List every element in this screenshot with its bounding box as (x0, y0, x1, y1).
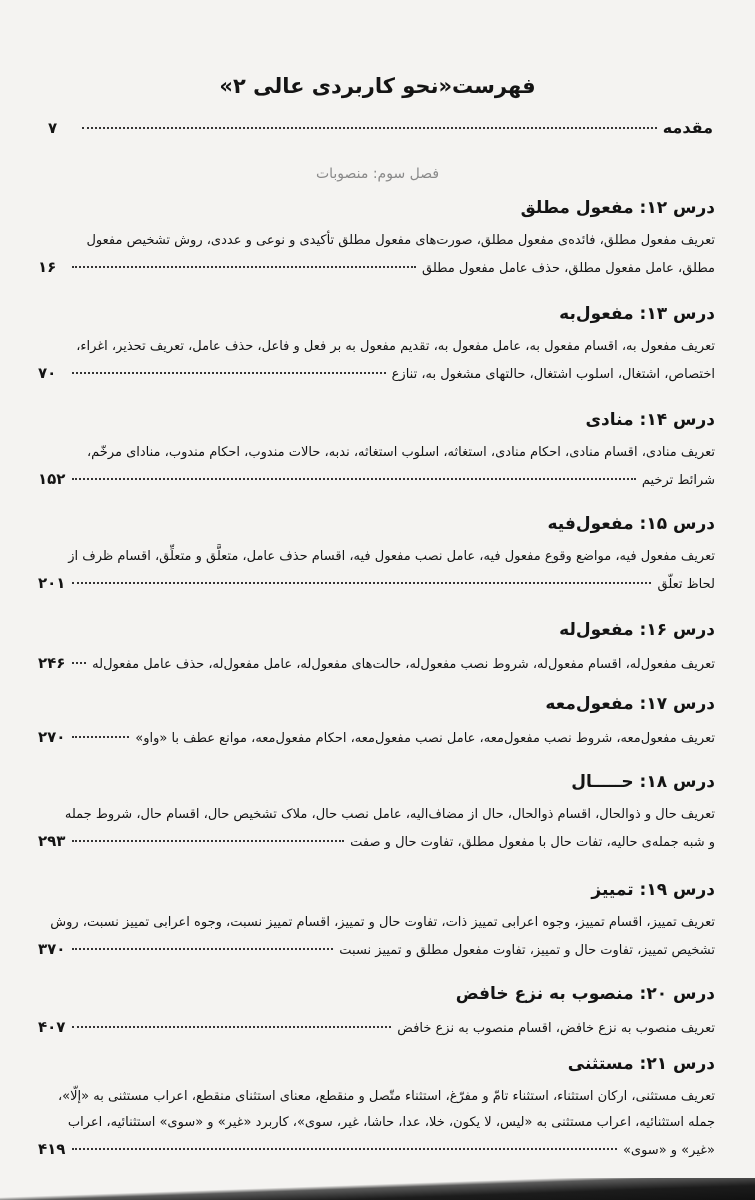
lesson-heading: درس ۱۳: مفعول‌به (559, 304, 715, 324)
topic-line: «غیر» و «سوی» (622, 1143, 715, 1158)
lesson-entry (38, 692, 715, 752)
leader-dots (72, 1026, 391, 1028)
topic-last-line (38, 570, 715, 598)
lesson-heading: درس ۲۰: منصوب به نزع خافض (455, 984, 715, 1004)
lesson-heading: درس ۱۷: مفعول‌معه (545, 694, 715, 714)
page-title: فهرست«نحو کاربردی عالی ۲» (219, 74, 536, 98)
lesson-entry (38, 408, 715, 494)
page-number: ۲۴۶ (38, 654, 66, 672)
page-number: ۱۶ (38, 258, 57, 276)
lesson-entry (38, 770, 715, 856)
topic-line: تعریف حال و ذوالحال، اقسام ذوالحال، حال از مضاف‌الیه، عامل نصب حال، ملاک تشخیص حال، اقسام حال، شروط جمله (64, 807, 715, 822)
topic-line: تعریف منادی، اقسام منادی، احکام منادی، استغاثه، اسلوب استغاثه، ندبه، حالات مندوب، احکام مندوب، منادای مرخّم، (86, 445, 715, 460)
lesson-heading: درس ۱۸: حـــــال (571, 772, 715, 792)
page-number: ۱۵۲ (38, 470, 66, 488)
lesson-topics (38, 334, 715, 388)
topic-line: تعریف مفعول به، اقسام مفعول به، عامل مفعول به، تقدیم مفعول به بر فعل و فاعل، حذف عامل، تعریف تحذیر، اغراء، (76, 339, 715, 354)
leader-dots (82, 127, 657, 129)
topic-line: تعریف مفعول‌معه، شروط نصب مفعول‌معه، عامل نصب مفعول‌معه، احکام مفعول‌معه، موانع عطف با «واو» (135, 731, 715, 746)
topic-last-line (38, 724, 715, 752)
lesson-topics (38, 440, 715, 494)
lesson-topics (38, 1084, 715, 1164)
lesson-heading: درس ۱۹: تمییز (591, 880, 715, 900)
lesson-topics (38, 228, 715, 282)
leader-dots (72, 840, 344, 842)
topic-line: تعریف مفعول‌له، اقسام مفعول‌له، شروط نصب مفعول‌له، حالت‌های مفعول‌له، عامل مفعول‌له، حذف عامل مفعول‌له (92, 657, 715, 672)
page-number: ۲۹۳ (38, 832, 66, 850)
topic-last-line (38, 1014, 715, 1042)
leader-dots (72, 736, 129, 738)
intro-label: مقدمه (662, 118, 713, 137)
lesson-entry (38, 196, 715, 282)
lesson-heading: درس ۱۲: مفعول مطلق (520, 198, 715, 218)
lesson-entry (38, 1052, 715, 1164)
page-edge-shadow (0, 1178, 755, 1200)
page-number: ۴۱۹ (38, 1140, 66, 1158)
topic-last-line (38, 360, 715, 388)
leader-dots (72, 662, 86, 664)
topic-last-line (38, 936, 715, 964)
lesson-heading: درس ۱۴: منادی (585, 410, 715, 430)
topic-last-line (38, 466, 715, 494)
topic-last-line (38, 828, 715, 856)
lesson-topics (38, 1014, 715, 1042)
page-number: ۲۷۰ (38, 728, 66, 746)
lesson-topics (38, 544, 715, 598)
lesson-entry (38, 512, 715, 598)
topic-line: تعریف منصوب به نزع خافض، اقسام منصوب به نزع خافض (397, 1021, 715, 1036)
page-number: ۷۰ (38, 364, 57, 382)
topic-last-line (38, 650, 715, 678)
lesson-topics (38, 724, 715, 752)
lesson-heading: درس ۱۵: مفعول‌فیه (547, 514, 715, 534)
topic-line: لحاظ تعلّق (657, 577, 715, 592)
intro-page-number: ۷ (48, 119, 58, 137)
chapter-heading: فصل سوم: منصوبات (315, 166, 440, 182)
topic-line: تشخیص تمییز، تفاوت حال و تمییز، تفاوت مفعول مطلق و تمییز نسبت (339, 943, 715, 958)
topic-line: تعریف مفعول مطلق، فائده‌ی مفعول مطلق، صورت‌های مفعول مطلق تأکیدی و نوعی و عددی، روش تشخیص مفعول (86, 233, 715, 248)
topic-line: مطلق، عامل مفعول مطلق، حذف عامل مفعول مطلق (422, 261, 715, 276)
topic-line: تعریف مفعول فیه، مواضع وقوع مفعول فیه، عامل نصب مفعول فیه، اقسام حذف عامل، متعلَّق و متعلِّق، اقسام ظرف از (68, 549, 715, 564)
topic-line: تعریف مستثنی، ارکان استثناء، استثناء تامّ و مفرّغ، استثناء متّصل و منقطع، معنای استثنای منقطع، اعراب مستثنی به «إلّا»، (57, 1089, 715, 1104)
topic-line: شرائط ترخیم (641, 473, 715, 488)
lesson-entry (38, 618, 715, 678)
page-number: ۳۷۰ (38, 940, 66, 958)
lesson-heading: درس ۱۶: مفعول‌له (559, 620, 715, 640)
lesson-entry (38, 878, 715, 964)
leader-dots (72, 1148, 617, 1150)
topic-line: و شبه جمله‌ی حالیه، تفات حال با مفعول مطلق، تفاوت حال و صفت (350, 835, 715, 850)
topic-line: جمله استثنائیه، اعراب مستثنی به «لیس، لا یکون، خلا، عدا، حاشا، غیر، سوی»، کاربرد «غیر» و «سوی» استثنائیه، اعراب (67, 1115, 715, 1130)
lesson-entry (38, 982, 715, 1042)
intro-entry (48, 118, 713, 137)
leader-dots (72, 266, 416, 268)
lesson-topics (38, 650, 715, 678)
page-number: ۲۰۱ (38, 574, 66, 592)
topic-last-line (38, 254, 715, 282)
lesson-topics (38, 802, 715, 856)
lesson-entry (38, 302, 715, 388)
leader-dots (72, 582, 651, 584)
lesson-topics (38, 910, 715, 964)
topic-line: اختصاص، اشتغال، اسلوب اشتغال، حالتهای مشغول به، تنازع (391, 367, 715, 382)
page-number: ۴۰۷ (38, 1018, 66, 1036)
leader-dots (72, 948, 333, 950)
leader-dots (72, 478, 636, 480)
topic-line: تعریف تمییز، اقسام تمییز، وجوه اعرابی تمییز ذات، تفاوت حال و تمییز، اقسام تمییز نسبت، وجوه اعرابی تمییز نسبت، روش (50, 915, 715, 930)
lesson-heading: درس ۲۱: مستثنی (567, 1054, 715, 1074)
topic-last-line (38, 1136, 715, 1164)
leader-dots (72, 372, 386, 374)
